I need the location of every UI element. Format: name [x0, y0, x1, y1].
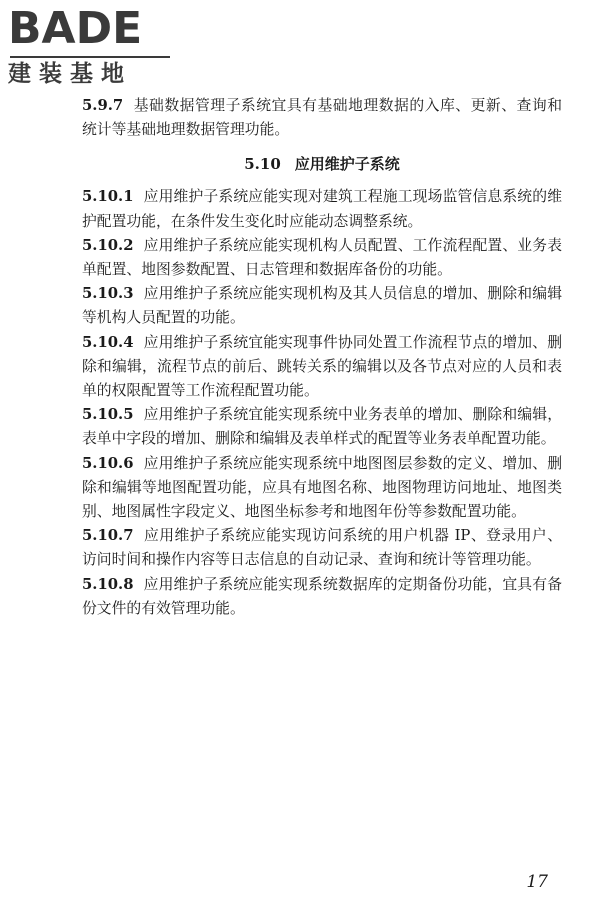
section-title: 应用维护子系统 [294, 155, 400, 174]
clause-number: 5.10.4 [82, 333, 134, 351]
clause-5-9-7 [82, 94, 562, 142]
logo-subtitle: 建装基地 [8, 61, 132, 87]
clause-5-10-3 [82, 282, 562, 330]
clause-number: 5.9.7 [82, 97, 124, 114]
clause-5-10-1 [82, 185, 562, 233]
watermark-logo [8, 4, 178, 88]
clause-text: 应用维护子系统应能实现对建筑工程施工现场监管信息系统的维护配置功能，在条件发生变化时应能动态调整系统。 [82, 188, 562, 230]
section-heading [82, 152, 562, 176]
clause-text: 应用维护子系统应能实现机构人员配置、工作流程配置、业务表单配置、地图参数配置、日志管理和数据库备份的功能。 [82, 236, 562, 279]
clause-text: 基础数据管理子系统宜具有基础地理数据的入库、更新、查询和统计等基础地理数据管理功能。 [82, 97, 562, 139]
clause-number: 5.10.5 [82, 406, 134, 424]
logo-divider [10, 56, 170, 58]
clause-number: 5.10.6 [82, 454, 134, 472]
clause-text: 应用维护子系统应能实现系统数据库的定期备份功能，宜具有备份文件的有效管理功能。 [82, 575, 562, 617]
clause-text: 应用维护子系统应能实现系统中地图图层参数的定义、增加、删除和编辑等地图配置功能，应具有地图名称、地图物理访问地址、地图类别、地图属性字段定义、地图坐标参考和地图年份等参数配置功能。 [82, 454, 562, 521]
logo-wordmark: BADE [8, 3, 143, 54]
clause-text: 应用维护子系统宜能实现系统中业务表单的增加、删除和编辑，表单中字段的增加、删除和编辑及表单样式的配置等业务表单配置功能。 [82, 406, 562, 448]
clause-number: 5.10.8 [82, 575, 134, 593]
clause-5-10-5 [82, 403, 562, 451]
section-number: 5.10 [244, 155, 281, 174]
document-body [82, 94, 562, 621]
clause-5-10-8 [82, 573, 562, 621]
clause-text: 应用维护子系统应能实现访问系统的用户机器 IP、登录用户、访问时间和操作内容等日志信息的自动记录、查询和统计等管理功能。 [82, 527, 562, 569]
clause-number: 5.10.2 [82, 236, 134, 254]
clause-5-10-7 [82, 524, 562, 572]
clause-5-10-2 [82, 234, 562, 282]
clause-number: 5.10.3 [82, 285, 134, 303]
page-number: 17 [526, 872, 548, 892]
clause-number: 5.10.1 [82, 188, 134, 206]
clause-5-10-6 [82, 452, 562, 525]
clause-text: 应用维护子系统应能实现机构及其人员信息的增加、删除和编辑等机构人员配置的功能。 [82, 285, 562, 327]
clause-text: 应用维护子系统宜能实现事件协同处置工作流程节点的增加、删除和编辑，流程节点的前后、跳转关系的编辑以及各节点对应的人员和表单的权限配置等工作流程配置功能。 [82, 333, 562, 400]
clause-5-10-4 [82, 331, 562, 404]
clause-number: 5.10.7 [82, 527, 134, 545]
